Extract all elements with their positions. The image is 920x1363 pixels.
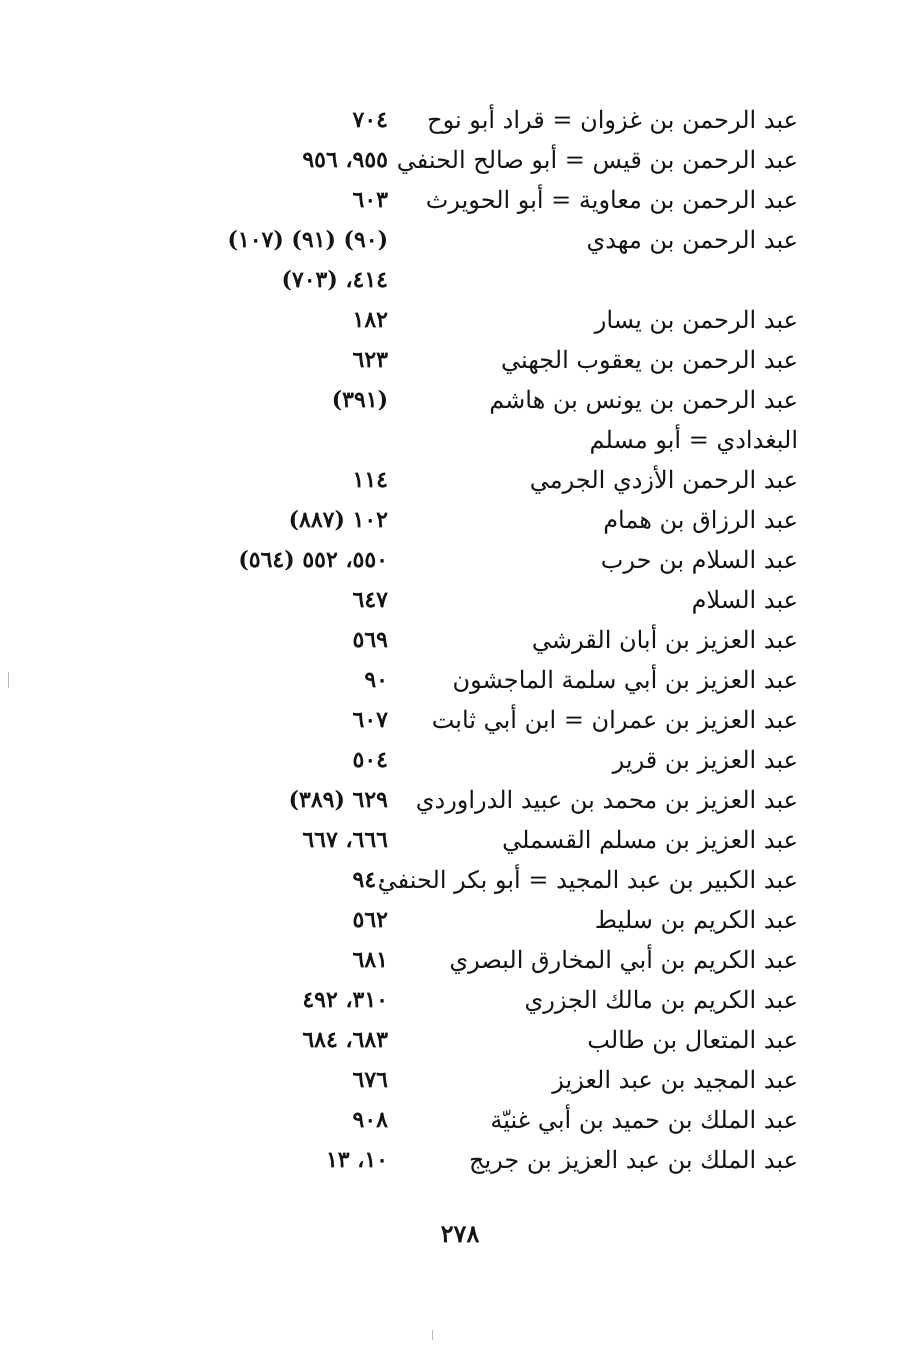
entry-name: عبد الكبير بن عبد المجيد = أبو بكر الحنفي [377, 866, 798, 894]
entry-name: عبد الملك بن عبد العزيز بن جريج [469, 1146, 798, 1174]
entry-page-refs: ٧٠٤ [352, 107, 388, 133]
entry-page-refs: ٩٥٥، ٩٥٦ [302, 147, 388, 173]
index-entry [0, 1020, 920, 1060]
index-entry [0, 140, 920, 180]
entry-page-refs: ٦٨١ [352, 947, 388, 973]
index-entry [0, 180, 920, 220]
index-entry [0, 860, 920, 900]
entry-name: عبد العزيز بن محمد بن عبيد الدراوردي [415, 786, 798, 814]
entry-page-refs: ٩٠٨ [352, 1107, 388, 1133]
entry-name: عبد الرحمن الأزدي الجرمي [529, 466, 798, 494]
entry-page-refs: ٦٧٦ [352, 1067, 388, 1093]
entry-name: عبد المجيد بن عبد العزيز [552, 1066, 798, 1094]
entry-page-refs: ٥٠٤ [352, 747, 388, 773]
scan-edge-mark-bottom [432, 1330, 433, 1340]
index-entry [0, 260, 920, 300]
index-entry [0, 900, 920, 940]
scan-edge-mark-left [8, 672, 9, 688]
entry-page-refs: (٣٩١) [331, 387, 388, 413]
entry-name: عبد الملك بن حميد بن أبي غنيّة [490, 1106, 798, 1134]
index-entry [0, 1100, 920, 1140]
entry-page-refs: ٥٥٠، ٥٥٢ (٥٦٤) [238, 547, 388, 573]
index-entry [0, 980, 920, 1020]
index-entry [0, 820, 920, 860]
entry-name: عبد الرحمن بن مهدي [586, 226, 798, 254]
entry-page-refs: ٥٦٩ [352, 627, 388, 653]
entry-page-refs: ٦٠٣ [352, 187, 388, 213]
entry-name: عبد العزيز بن أبي سلمة الماجشون [452, 666, 798, 694]
index-entry [0, 1060, 920, 1100]
entry-page-refs: (٩٠) (٩١) (١٠٧) [227, 227, 388, 253]
entry-page-refs: ٦٦٦، ٦٦٧ [302, 827, 388, 853]
name-index-list [0, 100, 920, 1180]
entry-page-refs: ٥٦٢ [352, 907, 388, 933]
entry-name: عبد المتعال بن طالب [587, 1026, 798, 1054]
page-number: ٢٧٨ [440, 1219, 480, 1248]
entry-name: عبد العزيز بن مسلم القسملي [502, 826, 798, 854]
entry-name: عبد الرحمن بن غزوان = قراد أبو نوح [427, 106, 798, 134]
entry-page-refs: ٦٨٣، ٦٨٤ [302, 1027, 388, 1053]
index-entry [0, 500, 920, 540]
entry-name: عبد الرحمن بن يونس بن هاشم [489, 386, 798, 414]
entry-page-refs: ٦٢٩ (٣٨٩) [288, 787, 388, 813]
entry-page-refs: ٤١٤، (٧٠٣) [281, 267, 388, 293]
entry-name: عبد العزيز بن أبان القرشي [531, 626, 798, 654]
index-entry [0, 340, 920, 380]
entry-page-refs: ١٨٢ [352, 307, 388, 333]
index-entry [0, 940, 920, 980]
entry-name: عبد السلام [691, 586, 798, 614]
index-entry [0, 740, 920, 780]
entry-name: عبد الرزاق بن همام [603, 506, 798, 534]
index-entry [0, 380, 920, 420]
entry-name: عبد الكريم بن أبي المخارق البصري [449, 946, 798, 974]
index-entry [0, 660, 920, 700]
index-entry [0, 100, 920, 140]
entry-page-refs: ٩٤٠ [352, 867, 388, 893]
index-entry [0, 700, 920, 740]
entry-page-refs: ١٠٢ (٨٨٧) [288, 507, 388, 533]
index-entry [0, 580, 920, 620]
entry-page-refs: ١١٤ [352, 467, 388, 493]
entry-name: عبد العزيز بن قرير [612, 746, 798, 774]
entry-page-refs: ١٠، ١٣ [325, 1147, 388, 1173]
entry-page-refs: ٦٤٧ [352, 587, 388, 613]
index-entry [0, 620, 920, 660]
entry-name: البغدادي = أبو مسلم [589, 426, 798, 454]
index-entry [0, 420, 920, 460]
index-entry [0, 460, 920, 500]
entry-page-refs: ٩٠ [364, 667, 388, 693]
entry-page-refs: ٦٢٣ [352, 347, 388, 373]
entry-name: عبد السلام بن حرب [600, 546, 798, 574]
index-entry [0, 1140, 920, 1180]
entry-name: عبد العزيز بن عمران = ابن أبي ثابت [431, 706, 798, 734]
entry-name: عبد الرحمن بن يسار [594, 306, 798, 334]
index-entry [0, 780, 920, 820]
entry-name: عبد الرحمن بن معاوية = أبو الحويرث [425, 186, 798, 214]
entry-name: عبد الكريم بن سليط [594, 906, 798, 934]
entry-page-refs: ٦٠٧ [352, 707, 388, 733]
index-entry [0, 220, 920, 260]
entry-name: عبد الكريم بن مالك الجزري [524, 986, 798, 1014]
index-entry [0, 300, 920, 340]
entry-name: عبد الرحمن بن قيس = أبو صالح الحنفي [396, 146, 798, 174]
entry-page-refs: ٣١٠، ٤٩٢ [302, 987, 388, 1013]
entry-name: عبد الرحمن بن يعقوب الجهني [501, 346, 798, 374]
index-entry [0, 540, 920, 580]
